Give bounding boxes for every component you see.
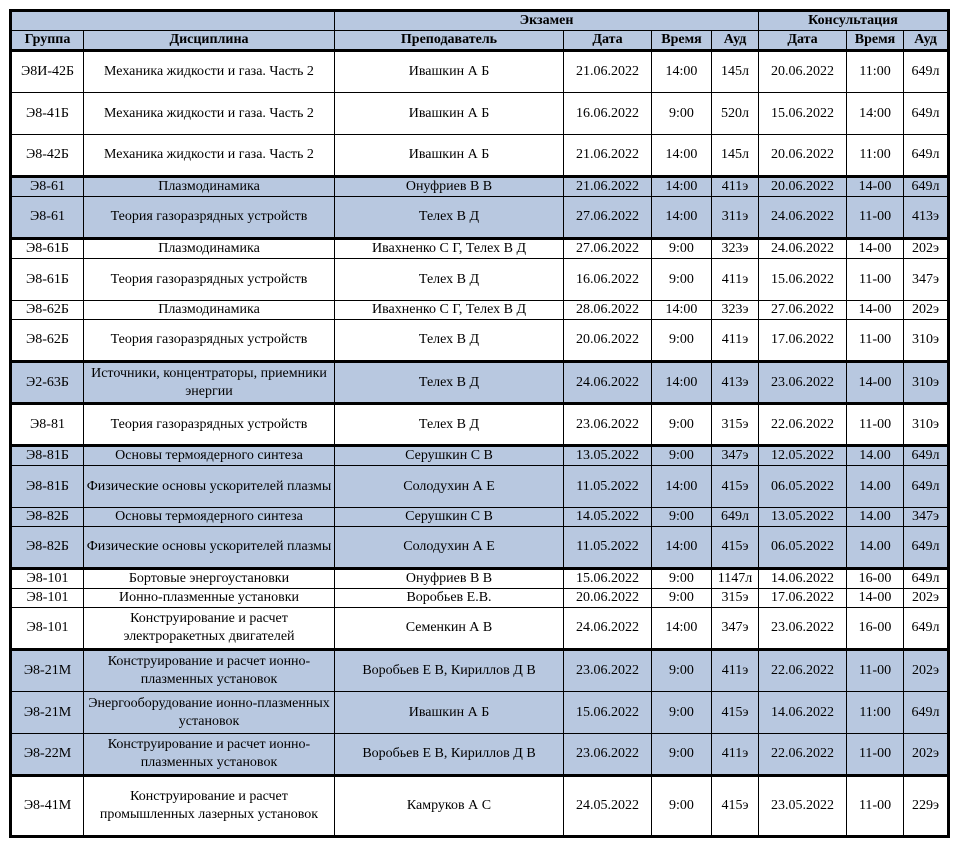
- cell-teacher: Солодухин А Е: [335, 527, 564, 569]
- cell-group: Э8-81Б: [11, 466, 84, 508]
- cell-group: Э8-61Б: [11, 259, 84, 301]
- table-row: [11, 301, 949, 320]
- cell-consult-time: 14-00: [847, 362, 904, 404]
- cell-consult-date: 06.05.2022: [759, 527, 847, 569]
- cell-exam-room: 145л: [712, 135, 759, 177]
- cell-exam-time: 14:00: [652, 301, 712, 320]
- cell-exam-date: 14.05.2022: [564, 508, 652, 527]
- cell-teacher: Ивашкин А Б: [335, 93, 564, 135]
- cell-group: Э8И-42Б: [11, 51, 84, 93]
- cell-exam-room: 415э: [712, 466, 759, 508]
- cell-exam-time: 14:00: [652, 527, 712, 569]
- cell-consult-room: 649л: [904, 446, 949, 466]
- table-row: [11, 51, 949, 93]
- table-row: [11, 197, 949, 239]
- cell-exam-room: 415э: [712, 692, 759, 734]
- cell-consult-time: 14.00: [847, 446, 904, 466]
- cell-discipline: Энергооборудование ионно-плазменных установок: [84, 692, 335, 734]
- table-row: [11, 239, 949, 259]
- cell-discipline: Теория газоразрядных устройств: [84, 404, 335, 446]
- cell-exam-time: 9:00: [652, 320, 712, 362]
- table-row: [11, 362, 949, 404]
- cell-group: Э8-21М: [11, 692, 84, 734]
- cell-consult-room: 202э: [904, 650, 949, 692]
- table-row: [11, 404, 949, 446]
- cell-consult-date: 17.06.2022: [759, 589, 847, 608]
- cell-exam-room: 411э: [712, 734, 759, 776]
- cell-discipline: Теория газоразрядных устройств: [84, 320, 335, 362]
- cell-exam-time: 14:00: [652, 177, 712, 197]
- cell-exam-time: 14:00: [652, 51, 712, 93]
- cell-consult-time: 14.00: [847, 527, 904, 569]
- cell-consult-date: 20.06.2022: [759, 177, 847, 197]
- cell-exam-time: 9:00: [652, 650, 712, 692]
- cell-consult-date: 22.06.2022: [759, 650, 847, 692]
- schedule-sheet: [9, 9, 950, 838]
- cell-teacher: Воробьев Е В, Кириллов Д В: [335, 650, 564, 692]
- cell-consult-date: 23.05.2022: [759, 776, 847, 837]
- cell-exam-time: 9:00: [652, 446, 712, 466]
- cell-exam-date: 28.06.2022: [564, 301, 652, 320]
- cell-teacher: Ивахненко С Г, Телех В Д: [335, 301, 564, 320]
- cell-exam-time: 9:00: [652, 239, 712, 259]
- cell-exam-date: 27.06.2022: [564, 239, 652, 259]
- cell-group: Э8-61Б: [11, 239, 84, 259]
- cell-exam-date: 23.06.2022: [564, 650, 652, 692]
- cell-consult-time: 11-00: [847, 404, 904, 446]
- cell-exam-date: 16.06.2022: [564, 259, 652, 301]
- cell-group: Э8-101: [11, 569, 84, 589]
- cell-exam-time: 9:00: [652, 93, 712, 135]
- cell-teacher: Ивашкин А Б: [335, 135, 564, 177]
- header-blank: [11, 11, 335, 31]
- cell-consult-time: 11-00: [847, 734, 904, 776]
- cell-exam-date: 16.06.2022: [564, 93, 652, 135]
- cell-exam-room: 415э: [712, 527, 759, 569]
- cell-teacher: Онуфриев В В: [335, 569, 564, 589]
- cell-teacher: Серушкин С В: [335, 508, 564, 527]
- cell-consult-room: 347э: [904, 508, 949, 527]
- cell-consult-time: 16-00: [847, 608, 904, 650]
- cell-consult-time: 11:00: [847, 692, 904, 734]
- cell-discipline: Ионно-плазменные установки: [84, 589, 335, 608]
- cell-consult-date: 14.06.2022: [759, 692, 847, 734]
- cell-consult-date: 23.06.2022: [759, 608, 847, 650]
- cell-teacher: Ивашкин А Б: [335, 692, 564, 734]
- table-row: [11, 734, 949, 776]
- cell-exam-room: 649л: [712, 508, 759, 527]
- cell-exam-room: 323э: [712, 239, 759, 259]
- cell-group: Э8-42Б: [11, 135, 84, 177]
- cell-consult-date: 06.05.2022: [759, 466, 847, 508]
- table-row: [11, 508, 949, 527]
- cell-teacher: Камруков А С: [335, 776, 564, 837]
- cell-teacher: Воробьев Е.В.: [335, 589, 564, 608]
- cell-group: Э8-41М: [11, 776, 84, 837]
- column-header-exam-date: Дата: [564, 31, 652, 51]
- cell-exam-room: 347э: [712, 446, 759, 466]
- column-header-consult-time: Время: [847, 31, 904, 51]
- cell-discipline: Основы термоядерного синтеза: [84, 508, 335, 527]
- cell-exam-time: 9:00: [652, 734, 712, 776]
- cell-exam-time: 14:00: [652, 197, 712, 239]
- cell-teacher: Телех В Д: [335, 259, 564, 301]
- cell-consult-room: 310э: [904, 362, 949, 404]
- cell-exam-date: 15.06.2022: [564, 692, 652, 734]
- cell-group: Э8-82Б: [11, 527, 84, 569]
- cell-consult-date: 15.06.2022: [759, 93, 847, 135]
- cell-consult-room: 649л: [904, 51, 949, 93]
- cell-teacher: Семенкин А В: [335, 608, 564, 650]
- exam-schedule-table: [9, 9, 950, 838]
- cell-consult-time: 14-00: [847, 589, 904, 608]
- cell-consult-room: 649л: [904, 177, 949, 197]
- cell-exam-date: 11.05.2022: [564, 527, 652, 569]
- cell-exam-time: 9:00: [652, 692, 712, 734]
- cell-exam-date: 23.06.2022: [564, 734, 652, 776]
- cell-consult-room: 202э: [904, 734, 949, 776]
- cell-consult-date: 13.05.2022: [759, 508, 847, 527]
- table-row: [11, 650, 949, 692]
- cell-consult-room: 413э: [904, 197, 949, 239]
- cell-consult-time: 11-00: [847, 259, 904, 301]
- cell-discipline: Конструирование и расчет ионно-плазменных установок: [84, 734, 335, 776]
- cell-exam-date: 21.06.2022: [564, 135, 652, 177]
- cell-exam-time: 9:00: [652, 508, 712, 527]
- cell-exam-room: 411э: [712, 177, 759, 197]
- cell-exam-date: 21.06.2022: [564, 177, 652, 197]
- column-header-teacher: Преподаватель: [335, 31, 564, 51]
- cell-group: Э8-62Б: [11, 320, 84, 362]
- cell-consult-date: 20.06.2022: [759, 135, 847, 177]
- cell-consult-room: 202э: [904, 239, 949, 259]
- table-row: [11, 177, 949, 197]
- cell-consult-time: 14-00: [847, 301, 904, 320]
- cell-exam-date: 15.06.2022: [564, 569, 652, 589]
- cell-teacher: Телех В Д: [335, 362, 564, 404]
- cell-consult-time: 14.00: [847, 466, 904, 508]
- table-row: [11, 608, 949, 650]
- column-header-exam-room: Ауд: [712, 31, 759, 51]
- cell-group: Э8-41Б: [11, 93, 84, 135]
- cell-group: Э8-101: [11, 608, 84, 650]
- cell-teacher: Ивахненко С Г, Телех В Д: [335, 239, 564, 259]
- cell-group: Э8-81: [11, 404, 84, 446]
- cell-consult-room: 202э: [904, 301, 949, 320]
- cell-teacher: Телех В Д: [335, 197, 564, 239]
- cell-consult-time: 14:00: [847, 93, 904, 135]
- cell-exam-room: 413э: [712, 362, 759, 404]
- cell-consult-room: 649л: [904, 93, 949, 135]
- cell-exam-room: 311э: [712, 197, 759, 239]
- cell-exam-time: 14:00: [652, 466, 712, 508]
- column-header-discipline: Дисциплина: [84, 31, 335, 51]
- cell-consult-date: 23.06.2022: [759, 362, 847, 404]
- cell-exam-time: 9:00: [652, 259, 712, 301]
- cell-discipline: Источники, концентраторы, приемники энергии: [84, 362, 335, 404]
- cell-exam-room: 415э: [712, 776, 759, 837]
- cell-teacher: Ивашкин А Б: [335, 51, 564, 93]
- cell-exam-room: 411э: [712, 259, 759, 301]
- cell-discipline: Теория газоразрядных устройств: [84, 259, 335, 301]
- cell-consult-date: 24.06.2022: [759, 197, 847, 239]
- cell-discipline: Теория газоразрядных устройств: [84, 197, 335, 239]
- cell-teacher: Воробьев Е В, Кириллов Д В: [335, 734, 564, 776]
- cell-exam-room: 411э: [712, 650, 759, 692]
- cell-exam-time: 9:00: [652, 569, 712, 589]
- cell-exam-time: 14:00: [652, 362, 712, 404]
- cell-consult-time: 14-00: [847, 177, 904, 197]
- cell-exam-room: 315э: [712, 404, 759, 446]
- cell-discipline: Плазмодинамика: [84, 239, 335, 259]
- cell-discipline: Механика жидкости и газа. Часть 2: [84, 51, 335, 93]
- cell-consult-date: 22.06.2022: [759, 734, 847, 776]
- cell-exam-date: 24.06.2022: [564, 608, 652, 650]
- cell-consult-room: 347э: [904, 259, 949, 301]
- cell-exam-room: 1147л: [712, 569, 759, 589]
- cell-exam-room: 347э: [712, 608, 759, 650]
- cell-exam-time: 14:00: [652, 608, 712, 650]
- cell-discipline: Плазмодинамика: [84, 177, 335, 197]
- cell-exam-date: 20.06.2022: [564, 320, 652, 362]
- cell-consult-date: 15.06.2022: [759, 259, 847, 301]
- column-header-exam-time: Время: [652, 31, 712, 51]
- cell-group: Э8-62Б: [11, 301, 84, 320]
- cell-consult-time: 14-00: [847, 239, 904, 259]
- cell-exam-date: 13.05.2022: [564, 446, 652, 466]
- cell-consult-room: 649л: [904, 569, 949, 589]
- cell-consult-date: 24.06.2022: [759, 239, 847, 259]
- cell-consult-room: 649л: [904, 135, 949, 177]
- cell-exam-date: 27.06.2022: [564, 197, 652, 239]
- table-row: [11, 259, 949, 301]
- cell-consult-time: 11:00: [847, 135, 904, 177]
- cell-consult-date: 22.06.2022: [759, 404, 847, 446]
- cell-exam-time: 14:00: [652, 135, 712, 177]
- table-row: [11, 527, 949, 569]
- table-row: [11, 589, 949, 608]
- cell-teacher: Солодухин А Е: [335, 466, 564, 508]
- cell-discipline: Плазмодинамика: [84, 301, 335, 320]
- cell-exam-room: 315э: [712, 589, 759, 608]
- cell-consult-time: 11-00: [847, 650, 904, 692]
- cell-group: Э8-81Б: [11, 446, 84, 466]
- cell-discipline: Механика жидкости и газа. Часть 2: [84, 93, 335, 135]
- cell-consult-time: 16-00: [847, 569, 904, 589]
- cell-consult-room: 649л: [904, 608, 949, 650]
- cell-group: Э8-61: [11, 197, 84, 239]
- cell-consult-date: 17.06.2022: [759, 320, 847, 362]
- cell-exam-date: 23.06.2022: [564, 404, 652, 446]
- cell-consult-room: 229э: [904, 776, 949, 837]
- cell-exam-date: 21.06.2022: [564, 51, 652, 93]
- cell-exam-room: 323э: [712, 301, 759, 320]
- table-row: [11, 135, 949, 177]
- cell-group: Э8-101: [11, 589, 84, 608]
- cell-consult-room: 649л: [904, 466, 949, 508]
- consult-group-header: Консультация: [759, 11, 949, 31]
- cell-consult-room: 310э: [904, 320, 949, 362]
- cell-exam-date: 24.06.2022: [564, 362, 652, 404]
- table-row: [11, 692, 949, 734]
- exam-group-header: Экзамен: [335, 11, 759, 31]
- cell-exam-date: 20.06.2022: [564, 589, 652, 608]
- table-row: [11, 466, 949, 508]
- cell-exam-time: 9:00: [652, 776, 712, 837]
- cell-exam-time: 9:00: [652, 404, 712, 446]
- cell-consult-date: 12.05.2022: [759, 446, 847, 466]
- column-header-consult-room: Ауд: [904, 31, 949, 51]
- table-row: [11, 446, 949, 466]
- table-row: [11, 93, 949, 135]
- cell-discipline: Механика жидкости и газа. Часть 2: [84, 135, 335, 177]
- cell-consult-time: 11-00: [847, 776, 904, 837]
- cell-group: Э8-21М: [11, 650, 84, 692]
- cell-discipline: Основы термоядерного синтеза: [84, 446, 335, 466]
- cell-consult-time: 11-00: [847, 197, 904, 239]
- cell-teacher: Телех В Д: [335, 404, 564, 446]
- cell-teacher: Онуфриев В В: [335, 177, 564, 197]
- cell-consult-room: 202э: [904, 589, 949, 608]
- cell-exam-time: 9:00: [652, 589, 712, 608]
- table-row: [11, 320, 949, 362]
- cell-discipline: Конструирование и расчет ионно-плазменных установок: [84, 650, 335, 692]
- column-header-group: Группа: [11, 31, 84, 51]
- cell-consult-room: 649л: [904, 692, 949, 734]
- cell-exam-room: 145л: [712, 51, 759, 93]
- cell-discipline: Конструирование и расчет промышленных лазерных установок: [84, 776, 335, 837]
- cell-exam-room: 411э: [712, 320, 759, 362]
- cell-consult-time: 14.00: [847, 508, 904, 527]
- cell-group: Э8-61: [11, 177, 84, 197]
- cell-exam-room: 520л: [712, 93, 759, 135]
- table-row: [11, 569, 949, 589]
- cell-discipline: Конструирование и расчет электроракетных двигателей: [84, 608, 335, 650]
- cell-group: Э8-82Б: [11, 508, 84, 527]
- cell-consult-date: 20.06.2022: [759, 51, 847, 93]
- cell-consult-room: 310э: [904, 404, 949, 446]
- cell-discipline: Физические основы ускорителей плазмы: [84, 527, 335, 569]
- table-row: [11, 776, 949, 837]
- cell-consult-date: 27.06.2022: [759, 301, 847, 320]
- cell-teacher: Серушкин С В: [335, 446, 564, 466]
- cell-discipline: Бортовые энергоустановки: [84, 569, 335, 589]
- cell-consult-room: 649л: [904, 527, 949, 569]
- cell-exam-date: 24.05.2022: [564, 776, 652, 837]
- cell-consult-time: 11:00: [847, 51, 904, 93]
- column-header-consult-date: Дата: [759, 31, 847, 51]
- cell-exam-date: 11.05.2022: [564, 466, 652, 508]
- cell-discipline: Физические основы ускорителей плазмы: [84, 466, 335, 508]
- cell-consult-date: 14.06.2022: [759, 569, 847, 589]
- cell-group: Э2-63Б: [11, 362, 84, 404]
- cell-group: Э8-22М: [11, 734, 84, 776]
- cell-teacher: Телех В Д: [335, 320, 564, 362]
- cell-consult-time: 11-00: [847, 320, 904, 362]
